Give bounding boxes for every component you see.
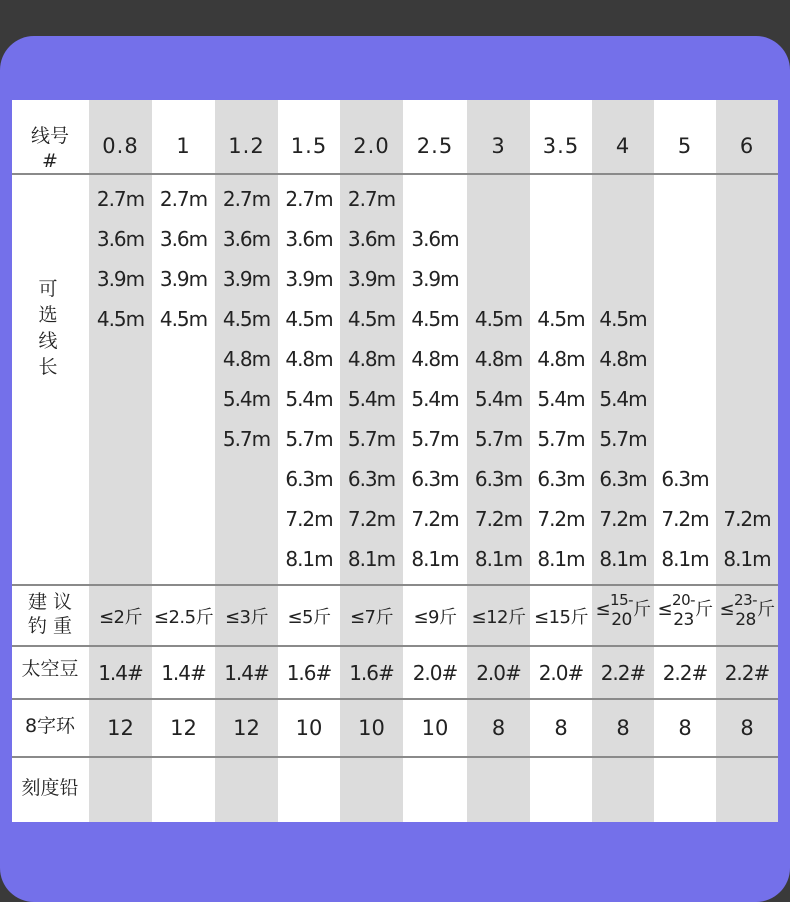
length-cell: 4.5m [222,307,271,331]
ring-cell: 8 [616,716,630,740]
length-cell: 6.3m [661,467,709,491]
weight-cell: ≤12斤 [471,607,526,628]
length-cell: 5.4m [222,387,271,411]
bean-label: 太空豆 [21,658,79,680]
length-cell: 8.1m [723,547,771,571]
bean-cell: 1.4# [98,661,143,685]
length-cell: 3.9m [222,267,271,291]
length-cell: 5.7m [222,427,271,451]
weight-label [12,590,88,638]
length-cell: 4.8m [599,347,647,371]
length-cell: 5.4m [474,387,523,411]
size-header: 2.0 [353,134,390,158]
length-cell: 4.8m [537,347,585,371]
length-cell: 6.3m [347,467,396,491]
length-cell: 3.9m [285,267,333,291]
length-cell: 3.6m [96,227,145,251]
length-cell: 4.5m [537,307,585,331]
length-cell: 5.4m [537,387,585,411]
length-cell: 5.7m [285,427,333,451]
length-cell: 4.5m [411,307,459,331]
weight-range-bottom: 23 [673,610,694,630]
length-cell: 2.7m [347,187,396,211]
length-cell: 7.2m [723,507,771,531]
size-header: 4 [615,134,631,158]
length-cell: 8.1m [661,547,709,571]
row-divider [12,584,778,586]
weight-suffix: 斤 [633,599,651,620]
length-cell: 5.7m [537,427,585,451]
length-cell: 8.1m [537,547,585,571]
weight-range [734,590,757,630]
length-cell: 6.3m [411,467,459,491]
weight-cell: ≤3斤 [224,607,269,628]
size-header: 0.8 [102,134,139,158]
column-shade [716,100,778,822]
bean-cell: 1.4# [224,661,269,685]
bean-cell: 2.2# [724,661,770,685]
length-cell: 4.5m [474,307,523,331]
column-shade [592,100,654,822]
length-cell: 4.8m [285,347,333,371]
length-label-char: 长 [38,356,58,378]
bean-cell: 2.2# [600,661,646,685]
ring-cell: 8 [554,716,568,740]
length-cell: 2.7m [285,187,333,211]
weight-suffix: 斤 [695,599,713,620]
weight-range [610,590,633,630]
length-cell: 7.2m [285,507,333,531]
row-divider [12,173,778,175]
length-cell: 3.6m [159,227,208,251]
length-cell: 5.7m [411,427,459,451]
size-header: 5 [677,134,693,158]
length-cell: 3.9m [411,267,459,291]
lead-label: 刻度铅 [21,777,79,799]
length-cell: 8.1m [474,547,523,571]
row-divider [12,645,778,647]
length-cell: 7.2m [347,507,396,531]
size-header: 2.5 [416,134,454,158]
weight-cell [654,590,716,630]
ring-cell: 8 [740,716,754,740]
length-cell: 7.2m [474,507,523,531]
length-cell: 4.8m [411,347,459,371]
length-cell: 5.7m [474,427,523,451]
size-header: 3 [491,134,506,158]
ring-cell: 8 [491,716,506,740]
length-cell: 7.2m [411,507,459,531]
length-cell: 2.7m [222,187,271,211]
length-cell: 4.8m [474,347,523,371]
length-cell: 4.5m [285,307,333,331]
length-cell: 2.7m [159,187,208,211]
bean-cell: 1.6# [349,661,394,685]
size-header: 1 [176,134,191,158]
length-cell: 4.5m [599,307,647,331]
ring-cell: 12 [170,716,197,740]
weight-range-bottom: 20 [611,610,632,630]
length-label-char: 选 [38,304,58,326]
weight-range-top: 15- [610,591,634,609]
length-label [36,276,60,380]
weight-label-line2: 钓 重 [27,615,73,637]
bean-cell: 2.2# [662,661,708,685]
length-cell: 5.4m [347,387,396,411]
ring-label: 8字环 [24,715,76,737]
length-cell: 3.6m [411,227,459,251]
length-cell: 6.3m [285,467,333,491]
length-cell: 3.6m [222,227,271,251]
length-cell: 6.3m [537,467,585,491]
weight-prefix: ≤ [595,599,611,620]
ring-cell: 10 [421,716,449,740]
weight-range [672,590,695,630]
weight-cell: ≤9斤 [413,607,457,628]
weight-cell [716,590,778,630]
weight-range-top: 20- [672,591,696,609]
weight-prefix: ≤ [719,599,735,620]
length-label-char: 线 [38,330,58,352]
length-label-char: 可 [38,278,58,300]
weight-suffix: 斤 [757,599,775,620]
length-cell: 3.6m [347,227,396,251]
length-cell: 8.1m [285,547,333,571]
length-cell: 4.8m [347,347,396,371]
size-header: 1.5 [290,134,328,158]
length-cell: 4.5m [347,307,396,331]
bean-cell: 1.4# [161,661,206,685]
length-cell: 6.3m [599,467,647,491]
length-cell: 8.1m [599,547,647,571]
line-size-label-text: 线号 [30,125,69,147]
ring-cell: 12 [107,716,134,740]
length-cell: 2.7m [96,187,145,211]
length-cell: 5.7m [347,427,396,451]
weight-cell: ≤5斤 [287,607,331,628]
weight-prefix: ≤ [657,599,673,620]
length-cell: 5.4m [285,387,333,411]
length-cell: 7.2m [661,507,709,531]
weight-range-top: 23- [734,591,758,609]
length-cell: 5.7m [599,427,647,451]
length-cell: 7.2m [599,507,647,531]
row-divider [12,698,778,700]
spec-table [12,100,778,822]
bean-cell: 2.0# [476,661,521,685]
ring-cell: 10 [295,716,323,740]
length-cell: 5.4m [411,387,459,411]
bean-cell: 1.6# [286,661,332,685]
size-header: 6 [739,134,755,158]
length-cell: 8.1m [411,547,459,571]
length-cell: 3.6m [285,227,333,251]
weight-label-line1: 建 议 [27,591,73,613]
weight-cell: ≤2.5斤 [153,607,214,628]
length-cell: 3.9m [96,267,145,291]
ring-cell: 12 [233,716,260,740]
weight-cell: ≤15斤 [534,607,588,628]
length-cell: 3.9m [347,267,396,291]
length-cell: 6.3m [474,467,523,491]
size-header: 1.2 [228,134,265,158]
line-size-label-hash: # [42,150,58,172]
weight-cell [592,590,654,630]
length-cell: 7.2m [537,507,585,531]
weight-cell: ≤2斤 [98,607,143,628]
length-cell: 8.1m [347,547,396,571]
length-cell: 4.8m [222,347,271,371]
length-cell: 5.4m [599,387,647,411]
bean-cell: 2.0# [538,661,584,685]
length-cell: 4.5m [96,307,145,331]
ring-cell: 10 [358,716,385,740]
weight-range-bottom: 28 [735,610,756,630]
size-header: 3.5 [542,134,580,158]
length-cell: 3.9m [159,267,208,291]
length-cell: 4.5m [159,307,208,331]
column-shade [467,100,530,822]
ring-cell: 8 [678,716,692,740]
bean-cell: 2.0# [412,661,458,685]
line-size-label [12,124,88,174]
weight-cell: ≤7斤 [349,607,394,628]
row-divider [12,756,778,758]
